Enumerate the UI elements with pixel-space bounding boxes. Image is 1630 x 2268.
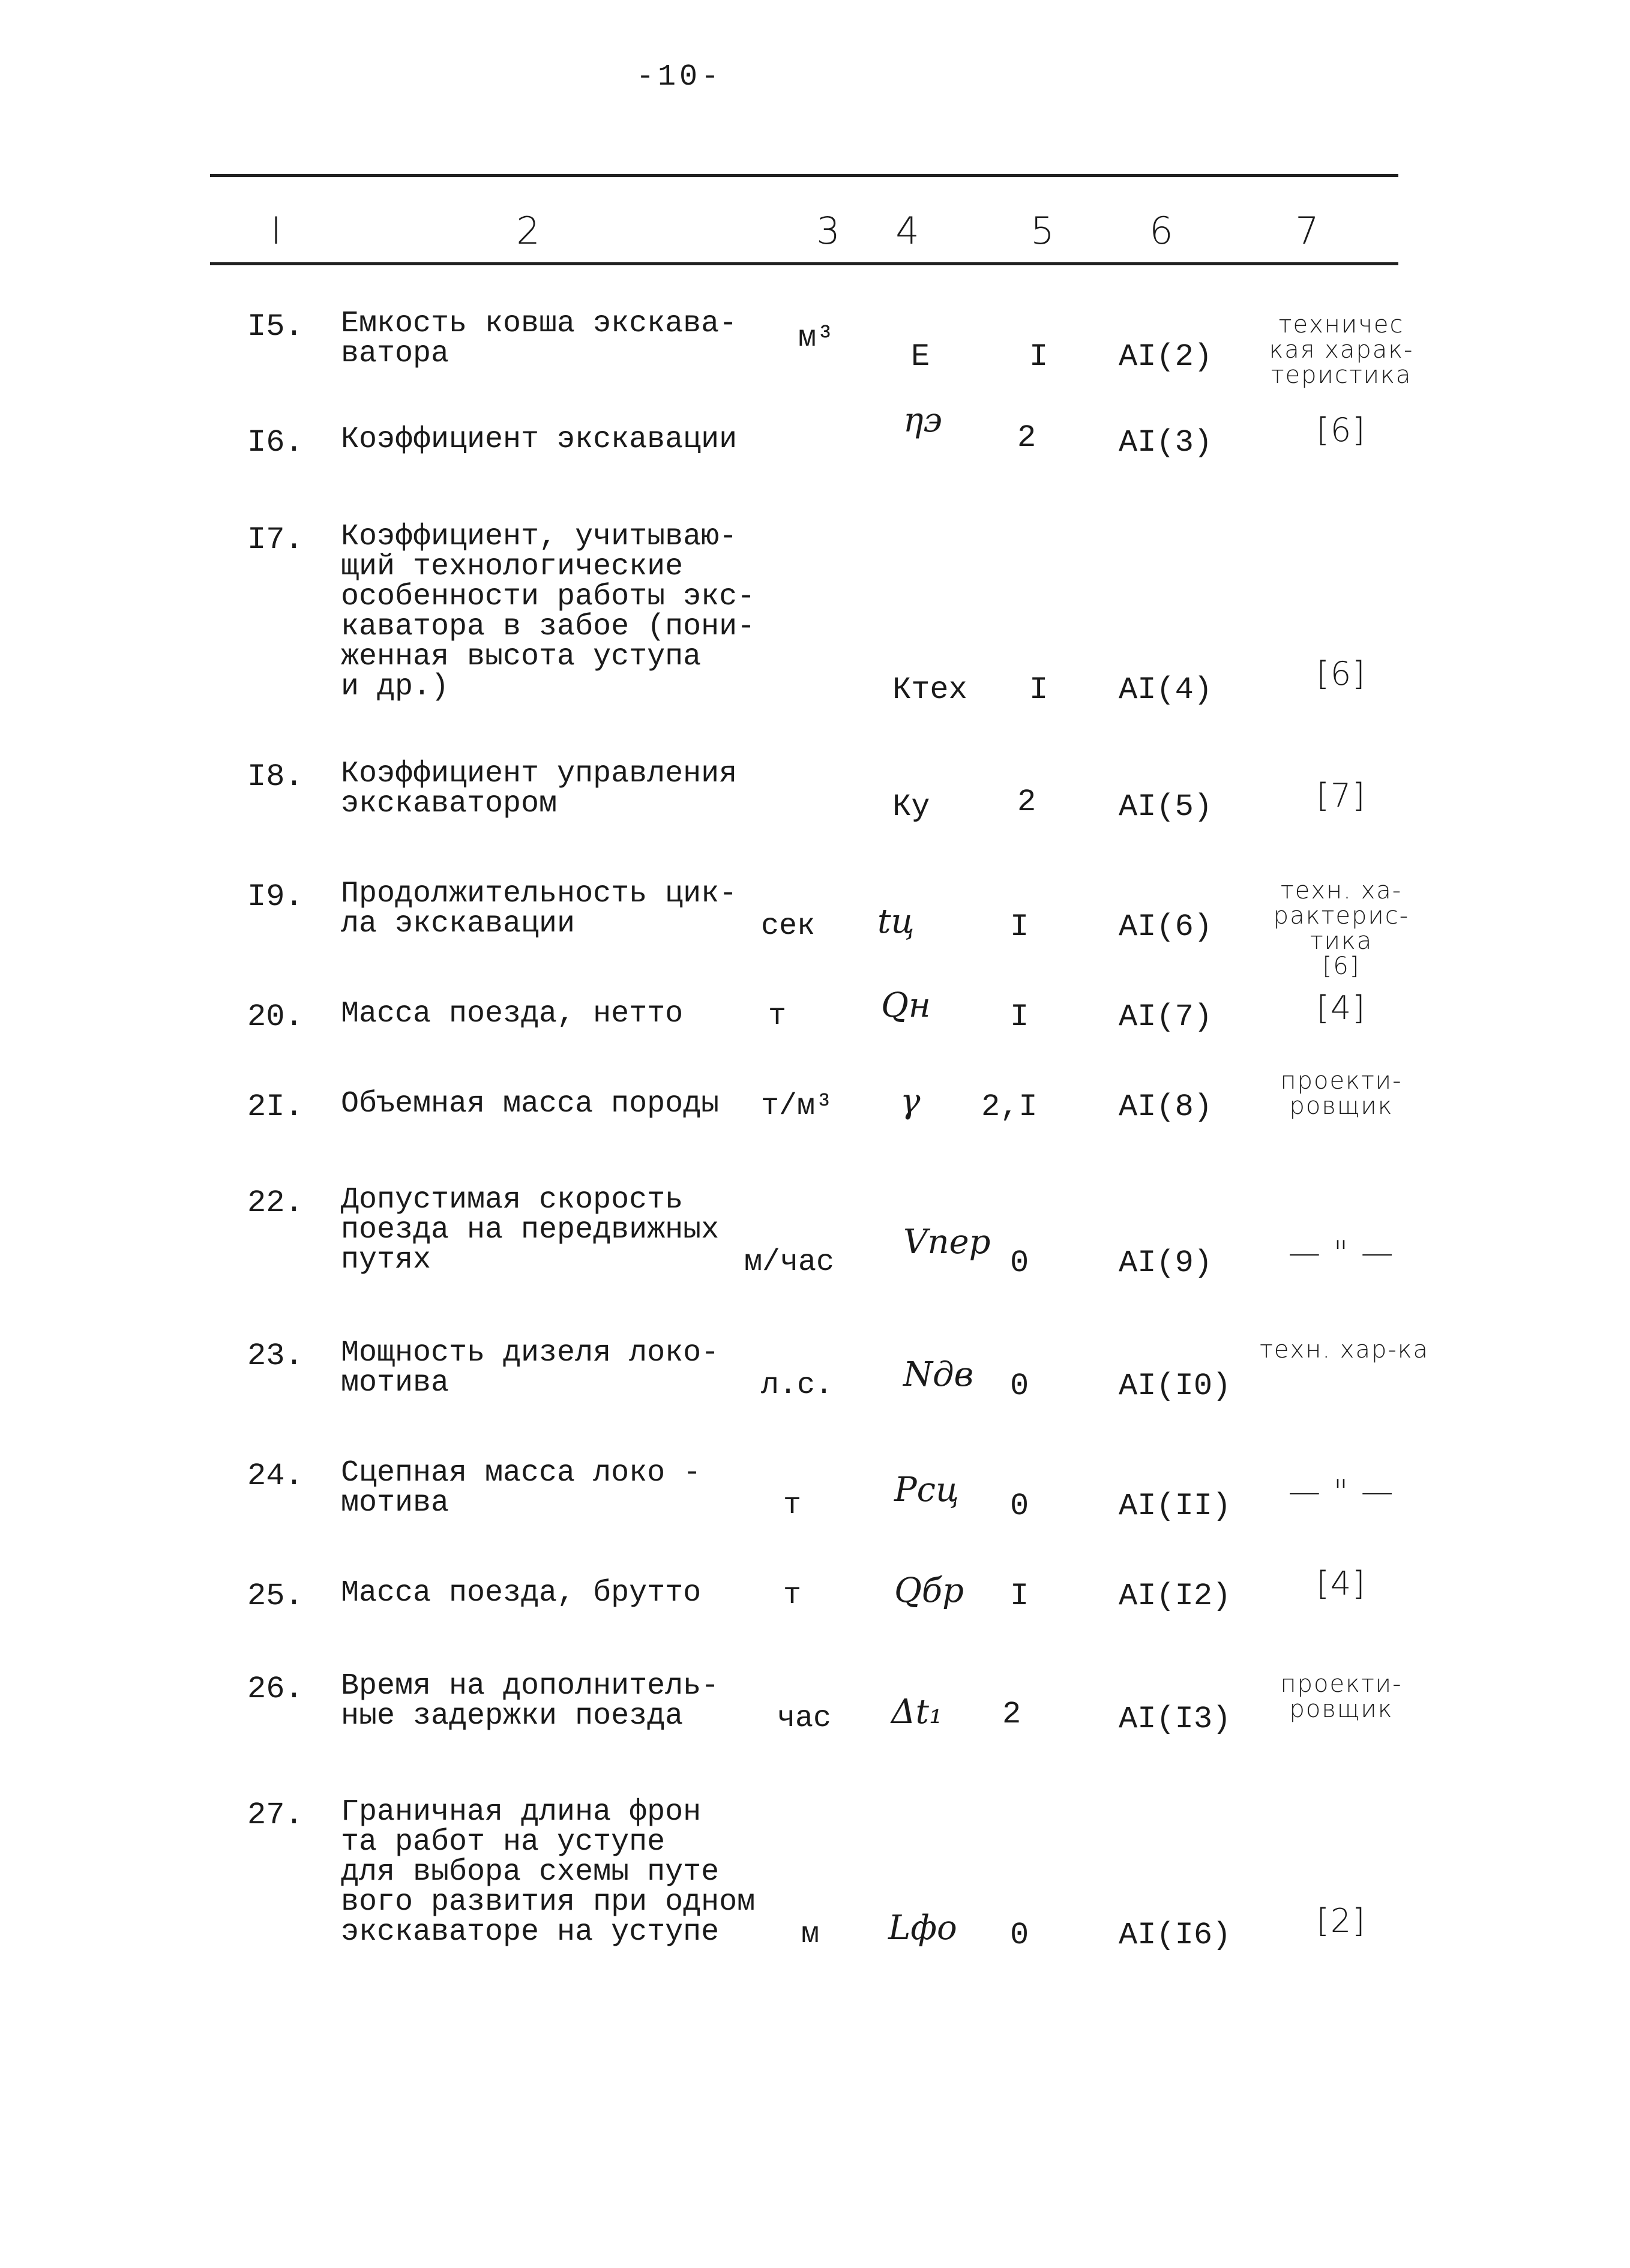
unit: л.с.	[761, 1368, 834, 1403]
reference: AI(I3)	[1119, 1701, 1232, 1737]
parameter-name: Коэффициент управления экскаватором	[341, 757, 738, 821]
page-number: -10-	[636, 60, 723, 94]
table-top-rule	[210, 174, 1398, 177]
row-number: I7.	[247, 522, 304, 558]
mode: 2	[1017, 420, 1036, 456]
row-number: I8.	[247, 759, 304, 795]
source: проекти- ровщик	[1280, 1670, 1403, 1723]
symbol: Qбр	[894, 1571, 964, 1610]
parameter-name: Мощность дизеля локо- мотива	[341, 1336, 720, 1400]
row-number: 23.	[247, 1338, 304, 1374]
parameter-name: Допустимая скорость поезда на передвижных путях	[341, 1183, 720, 1277]
reference: AI(2)	[1119, 339, 1213, 374]
symbol: Е	[911, 339, 930, 374]
reference: AI(5)	[1119, 789, 1213, 825]
reference: AI(I6)	[1119, 1918, 1232, 1953]
mode: I	[1010, 999, 1029, 1035]
symbol: Ку	[892, 789, 930, 825]
row-number: 27.	[247, 1797, 304, 1833]
parameter-name: Емкость ковша экскава- ватора	[341, 307, 738, 371]
mode: 0	[1010, 1488, 1029, 1524]
row-number: I9.	[247, 879, 304, 915]
source: [2]	[1316, 1902, 1367, 1940]
mode: 2	[1017, 784, 1036, 820]
row-number: 25.	[247, 1578, 304, 1614]
mode: I	[1010, 1578, 1029, 1614]
parameter-name: Объемная масса породы	[341, 1087, 720, 1121]
reference: AI(7)	[1119, 999, 1213, 1035]
source: — " —	[1288, 1234, 1395, 1272]
reference: AI(8)	[1119, 1089, 1213, 1125]
source: [7]	[1316, 777, 1367, 814]
parameter-name: Масса поезда, брутто	[341, 1576, 702, 1610]
source: техн. ха- рактерис- тика [6]	[1273, 877, 1410, 980]
row-number: 2I.	[247, 1089, 304, 1125]
unit: т	[768, 999, 787, 1033]
header-col-1: I	[270, 209, 282, 253]
reference: AI(I2)	[1119, 1578, 1232, 1614]
symbol: ηэ	[903, 401, 942, 440]
symbol: γ	[900, 1082, 921, 1121]
source: [4]	[1316, 989, 1367, 1027]
unit: сек	[761, 909, 816, 943]
mode: 0	[1010, 1918, 1029, 1953]
parameter-name: Граничная длина фрон та работ на уступе для выбора схемы путе вого развития при одном экскаваторе на уступе	[341, 1795, 756, 1949]
reference: AI(6)	[1119, 909, 1213, 945]
mode: I	[1029, 672, 1048, 708]
row-number: 20.	[247, 999, 304, 1035]
reference: AI(9)	[1119, 1245, 1213, 1281]
symbol: Vпер	[903, 1223, 991, 1262]
source: [6]	[1316, 655, 1367, 693]
symbol: Pсц	[894, 1470, 960, 1509]
mode: 2,I	[981, 1089, 1038, 1125]
mode: I	[1010, 909, 1029, 945]
symbol: Δt₁	[891, 1692, 943, 1731]
parameter-name: Сцепная масса локо - мотива	[341, 1456, 702, 1520]
reference: AI(3)	[1119, 425, 1213, 460]
unit: м/час	[744, 1245, 835, 1280]
row-number: 22.	[247, 1185, 304, 1221]
mode: 0	[1010, 1368, 1029, 1404]
source: [6]	[1316, 411, 1367, 449]
source: проекти- ровщик	[1280, 1067, 1403, 1120]
row-number: 24.	[247, 1458, 304, 1494]
symbol: Qн	[881, 986, 931, 1025]
unit: м³	[798, 321, 835, 355]
symbol: Ктех	[892, 672, 967, 708]
symbol: Nдв	[903, 1355, 974, 1394]
source: техн. хар-ка	[1259, 1336, 1430, 1364]
parameter-name: Коэффициент, учитываю- щий технологические особенности работы экс- каватора в забое (пони- женная высота уступа и др.)	[341, 520, 756, 704]
header-col-4: 4	[895, 209, 919, 253]
parameter-name: Коэффициент экскавации	[341, 423, 738, 457]
reference: AI(4)	[1119, 672, 1213, 708]
header-col-5: 5	[1030, 209, 1054, 253]
source: [4]	[1316, 1565, 1367, 1602]
parameter-name: Масса поезда, нетто	[341, 997, 684, 1031]
mode: 0	[1010, 1245, 1029, 1281]
unit: м	[801, 1918, 820, 1952]
parameter-name: Продолжительность цик- ла экскавации	[341, 877, 738, 941]
header-col-6: 6	[1149, 209, 1173, 253]
table-header-rule	[210, 262, 1398, 265]
row-number: I5.	[247, 309, 304, 344]
unit: т	[783, 1488, 802, 1523]
header-col-3: 3	[816, 209, 840, 253]
source: — " —	[1288, 1473, 1395, 1511]
row-number: 26.	[247, 1671, 304, 1707]
unit: т	[783, 1578, 802, 1613]
mode: I	[1029, 339, 1048, 374]
symbol: tц	[877, 902, 915, 941]
reference: AI(II)	[1119, 1488, 1232, 1524]
source: техничес кая харак- теристика	[1269, 311, 1414, 389]
mode: 2	[1002, 1697, 1021, 1732]
symbol: Lфо	[888, 1909, 957, 1948]
header-col-2: 2	[516, 209, 540, 253]
unit: т/м³	[761, 1089, 834, 1123]
reference: AI(I0)	[1119, 1368, 1232, 1404]
parameter-name: Время на дополнитель- ные задержки поезда	[341, 1669, 720, 1733]
unit: час	[777, 1701, 832, 1736]
row-number: I6.	[247, 425, 304, 460]
header-col-7: 7	[1295, 209, 1319, 253]
